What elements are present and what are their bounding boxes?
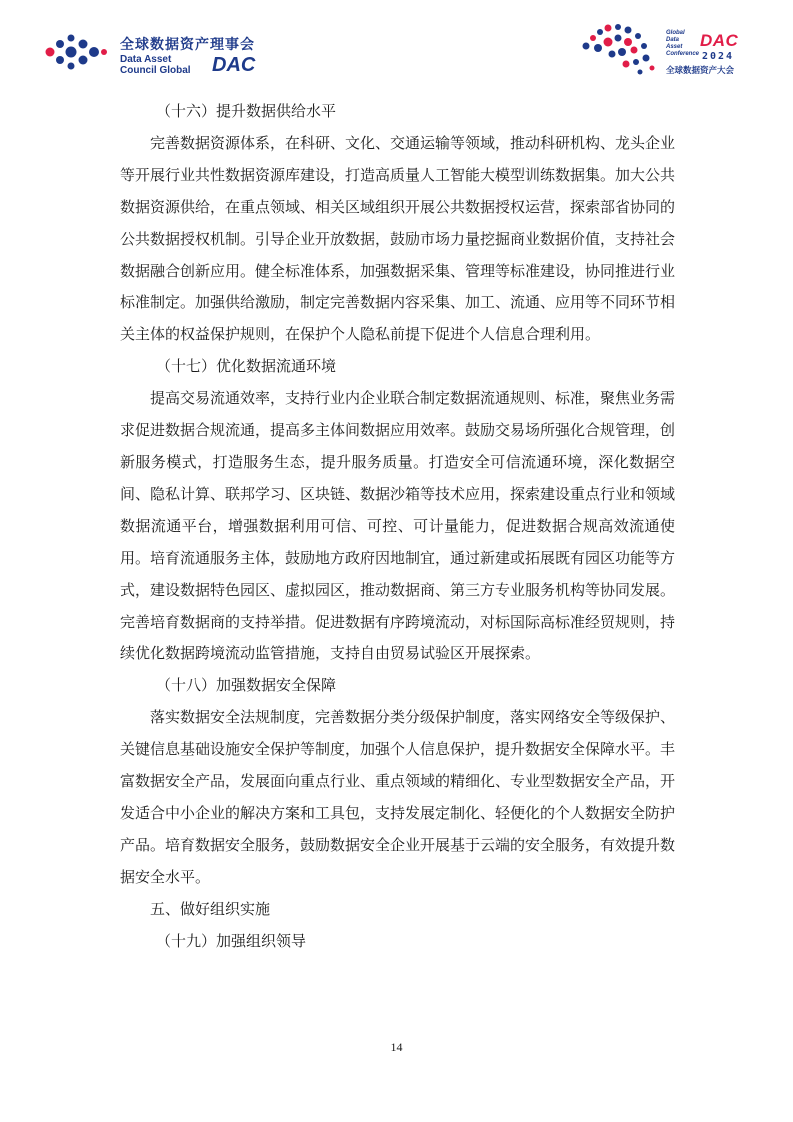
council-name-en-line-2: Council Global (120, 65, 191, 76)
conference-name-en-line-3: Asset (666, 44, 683, 50)
heading-17: （十七）优化数据流通环境 (156, 357, 337, 376)
conference-year: 2024 (702, 51, 735, 62)
conference-name-en-line-2: Data (666, 37, 680, 43)
heading-16: （十六）提升数据供给水平 (156, 102, 337, 120)
conference-abbr: DAC (700, 31, 739, 50)
council-name-en-line-1: Data Asset (120, 54, 172, 65)
council-name-en (120, 54, 191, 76)
council-name-cn: 全球数据资产理事会 (120, 37, 255, 53)
conference-logo (578, 22, 758, 82)
page-number: 14 (390, 1040, 403, 1054)
conference-name-cn: 全球数据资产大会 (666, 66, 735, 76)
heading-18: （十八）加强数据安全保障 (156, 676, 337, 695)
section-5-heading: 五、做好组织实施 (150, 899, 271, 918)
paragraph-17: 提高交易流通效率，支持行业内企业联合制定数据流通规则、标准，聚焦业务需求促进数据合规流通，提高多主体间数据应用效率。鼓励交易场所强化合规管理，创新服务模式，打造服务生态，提升服务质量。打造安全可信流通环境，深化数据空间、隐私计算、联邦学习、区块链、数据沙箱等技术应用，探索建设重点行业和领域数据流通平台，增强数据利用可信、可控、可计量能力，促进数据合规高效流通使用。培育流通服务主体，鼓励地方政府因地制宜，通过新建或拓展既有园区功能等方式，建设数据特色园区、虚拟园区，推动数据商、第三方专业服务机构等协同发展。完善培育数据商的支持举措。促进数据有序跨境流动，对标国际高标准经贸规则，持续优化数据跨境流动监管措施，支持自由贸易试验区开展探索。 (120, 389, 676, 663)
council-logo (44, 24, 274, 80)
paragraph-16: 完善数据资源体系，在科研、文化、交通运输等领域，推动科研机构、龙头企业等开展行业共性数据资源库建设，打造高质量人工智能大模型训练数据集。加大公共数据资源供给，在重点领域、相关区域组织开展公共数据授权运营，探索部省协同的公共数据授权机制。引导企业开放数据，鼓励市场力量挖掘商业数据价值，支持社会数据融合创新应用。健全标准体系，加强数据采集、管理等标准建设，协同推进行业标准制定。加强供给激励，制定完善数据内容采集、加工、流通、应用等不同环节相关主体的权益保护规则，在保护个人隐私前提下促进个人信息合理利用。 (120, 133, 676, 344)
document-body (120, 96, 675, 957)
heading-19: （十九）加强组织领导 (156, 931, 307, 950)
conference-logo-dots-icon (578, 22, 662, 78)
conference-name-en-line-1: Global (666, 30, 685, 36)
paragraph-18: 落实数据安全法规制度，完善数据分类分级保护制度，落实网络安全等级保护、关键信息基础设施安全保护等制度，加强个人信息保护，提升数据安全保障水平。丰富数据安全产品，发展面向重点行业、重点领域的精细化、专业型数据安全产品，开发适合中小企业的解决方案和工具包，支持发展定制化、轻便化的个人数据安全防护产品。培育数据安全服务，鼓励数据安全企业开展基于云端的安全服务，有效提升数据安全水平。 (120, 708, 676, 886)
council-logo-dots-icon (44, 30, 114, 74)
conference-name-en (666, 30, 699, 58)
council-abbr: DAC (212, 54, 256, 76)
conference-name-en-line-4: Conference (666, 51, 700, 57)
